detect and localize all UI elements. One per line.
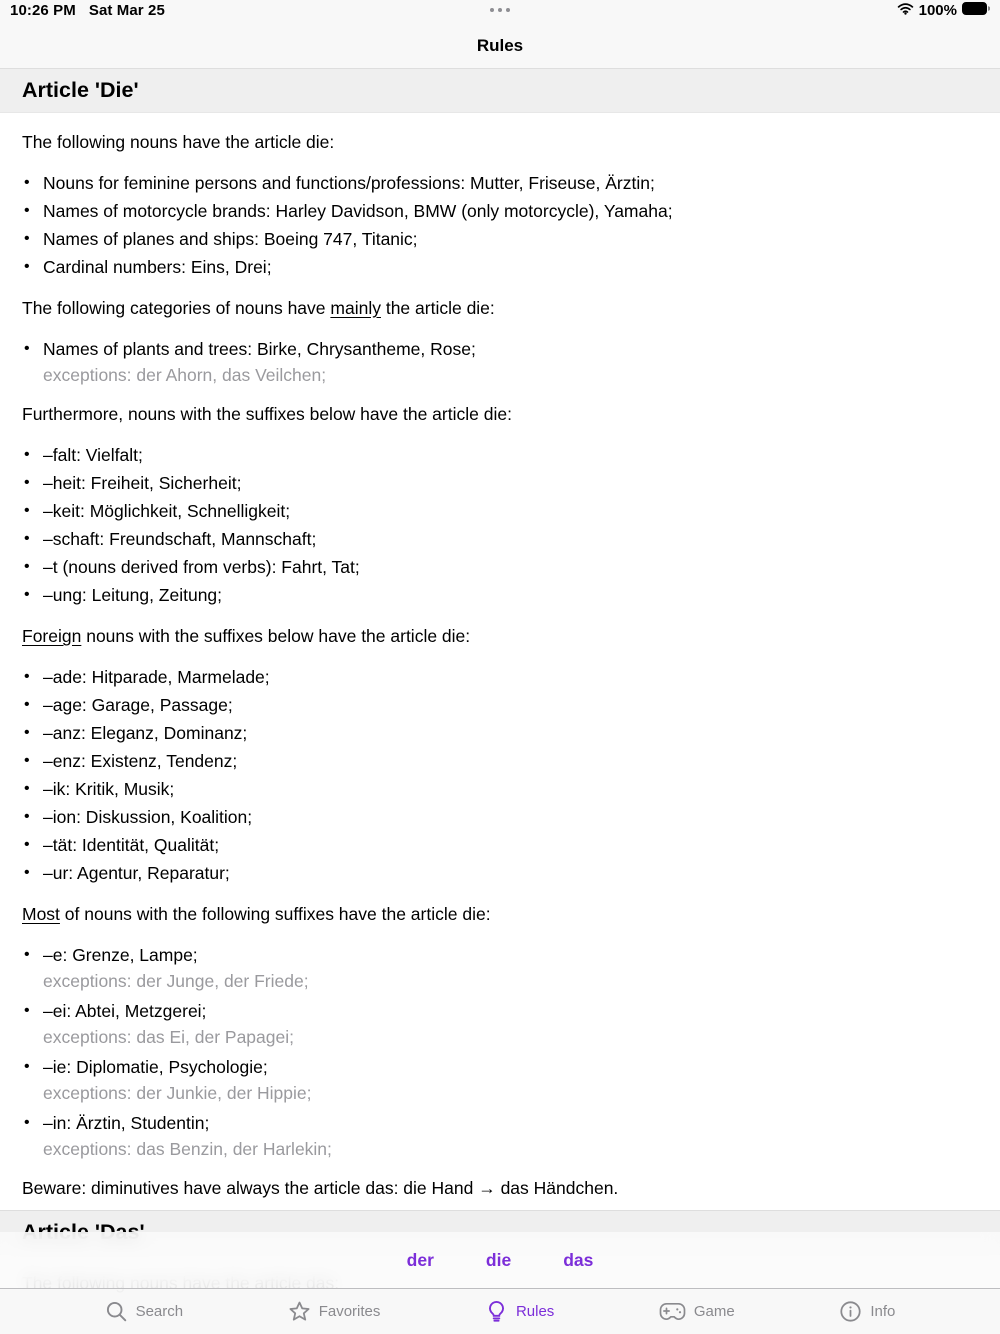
rule-paragraph: Foreign nouns with the suffixes below have the article die: [22,626,471,646]
bullet-icon: • [24,946,30,963]
bullet-icon: • [24,1002,30,1019]
rule-item [22,775,976,803]
gamepad-icon [659,1302,686,1321]
nav-bar [0,24,1000,68]
rule-item-text: –falt: Vielfalt; [43,445,143,465]
rule-item [22,859,976,887]
bullet-icon: • [24,558,30,575]
tab-search-label: Search [135,1303,184,1320]
top-chrome [0,0,1000,68]
bullet-icon: • [24,174,30,191]
tab-rules-label: Rules [515,1303,555,1320]
section-header-die-label: Article 'Die' [22,78,139,102]
rule-list [22,663,976,887]
bullet-icon: • [24,808,30,825]
rule-item-text: –ion: Diskussion, Koalition; [43,807,253,827]
rule-item-text: –e: Grenze, Lampe; [43,945,198,965]
das-button[interactable]: das [563,1249,594,1270]
star-icon [288,1300,311,1323]
rule-item-text: –heit: Freiheit, Sicherheit; [43,473,242,493]
tab-game[interactable] [659,1302,735,1321]
page-title: Rules [476,36,524,55]
rule-item [22,663,976,691]
search-icon [105,1300,128,1323]
rule-exception: exceptions: der Ahorn, das Veilchen; [43,365,327,385]
rule-item-text: –ei: Abtei, Metzgerei; [43,1001,207,1021]
tab-search[interactable] [105,1300,184,1323]
tab-game-label: Game [693,1303,735,1320]
bullet-icon: • [24,474,30,491]
rule-item-text: –keit: Möglichkeit, Schnelligkeit; [43,501,291,521]
rule-item-text: –in: Ärztin, Studentin; [43,1113,210,1133]
rule-item-text: –t (nouns derived from verbs): Fahrt, Tat; [43,557,360,577]
rule-item [22,719,976,747]
tab-rules[interactable] [485,1300,554,1323]
rule-item-text: –anz: Eleganz, Dominanz; [43,723,248,743]
rule-item-text: Cardinal numbers: Eins, Drei; [43,257,272,277]
tab-favorites-label: Favorites [318,1303,381,1320]
status-right [897,2,990,19]
article-filter-toolbar [0,1232,1000,1288]
bullet-icon: • [24,258,30,275]
rule-item-text: –ur: Agentur, Reparatur; [43,863,230,883]
rule-exception: exceptions: der Junge, der Friede; [43,971,309,991]
bullet-icon: • [24,696,30,713]
bullet-icon: • [24,836,30,853]
rules-content[interactable] [0,114,1000,1210]
rule-item [22,525,976,553]
bullet-icon: • [24,230,30,247]
rule-item [22,169,976,197]
rule-item-text: –enz: Existenz, Tendenz; [43,751,238,771]
die-button[interactable]: die [485,1249,512,1270]
rule-item-text: –ik: Kritik, Musik; [43,779,175,799]
status-date: Sat Mar 25 [88,2,165,19]
rule-item-text: Nouns for feminine persons and functions/professions: Mutter, Friseuse, Ärztin; [43,173,655,193]
rule-item-text: –schaft: Freundschaft, Mannschaft; [43,529,317,549]
rule-item [22,253,976,281]
battery-percent: 100% [918,2,957,19]
der-button[interactable]: der [406,1249,434,1270]
bullet-icon: • [24,586,30,603]
bullet-icon: • [24,202,30,219]
tab-info-label: Info [870,1303,896,1320]
rule-item-text: Names of motorcycle brands: Harley Davidson, BMW (only motorcycle), Yamaha; [43,201,673,221]
info-icon [839,1300,862,1323]
rule-exception: exceptions: das Ei, der Papagei; [43,1027,294,1047]
rule-paragraph: Most of nouns with the following suffixes have the article die: [22,904,491,924]
rule-item-text: –tät: Identität, Qualität; [43,835,220,855]
rule-item [22,441,976,469]
battery-icon [962,2,990,19]
bullet-icon: • [24,668,30,685]
bullet-icon: • [24,1114,30,1131]
rule-list [22,941,976,1161]
section-header-die [0,68,1000,113]
rule-paragraph: Beware: diminutives have always the article das: die Hand → das Händchen. [22,1178,619,1198]
bullet-icon: • [24,864,30,881]
more-indicator [490,8,510,12]
rule-item-text: Names of planes and ships: Boeing 747, Titanic; [43,229,418,249]
rule-item [22,831,976,859]
rule-item [22,581,976,609]
rule-item [22,497,976,525]
rule-item [22,1109,976,1161]
tab-bar [0,1288,1000,1334]
rule-list [22,169,976,281]
rule-item [22,197,976,225]
rule-item [22,225,976,253]
tab-favorites[interactable] [288,1300,381,1323]
rule-item [22,941,976,993]
rule-exception: exceptions: der Junkie, der Hippie; [43,1083,312,1103]
bullet-icon: • [24,446,30,463]
bullet-icon: • [24,340,30,357]
rule-item [22,335,976,387]
rule-item [22,691,976,719]
rule-item [22,803,976,831]
bullet-icon: • [24,752,30,769]
status-bar [0,0,1000,24]
rule-item-text: –ung: Leitung, Zeitung; [43,585,223,605]
rule-item [22,553,976,581]
bullet-icon: • [24,1058,30,1075]
rule-paragraph: Furthermore, nouns with the suffixes below have the article die: [22,404,512,424]
bullet-icon: • [24,724,30,741]
rule-exception: exceptions: das Benzin, der Harlekin; [43,1139,332,1159]
rule-list [22,441,976,609]
rule-list [22,335,976,387]
rule-paragraph: The following nouns have the article die: [22,132,335,152]
bullet-icon: • [24,780,30,797]
rule-item [22,1053,976,1105]
bullet-icon: • [24,502,30,519]
tab-info[interactable] [839,1300,895,1323]
rule-item-text: –ie: Diplomatie, Psychologie; [43,1057,268,1077]
rule-item-text: Names of plants and trees: Birke, Chrysantheme, Rose; [43,339,476,359]
rule-item-text: –ade: Hitparade, Marmelade; [43,667,270,687]
rule-item [22,747,976,775]
wifi-icon [897,2,914,19]
rule-paragraph: The following categories of nouns have mainly the article die: [22,298,495,318]
rule-item [22,997,976,1049]
bullet-icon: • [24,530,30,547]
status-time: 10:26 PM [10,2,76,19]
rule-item [22,469,976,497]
rule-item-text: –age: Garage, Passage; [43,695,233,715]
lightbulb-icon [485,1300,508,1323]
status-left [10,2,165,19]
